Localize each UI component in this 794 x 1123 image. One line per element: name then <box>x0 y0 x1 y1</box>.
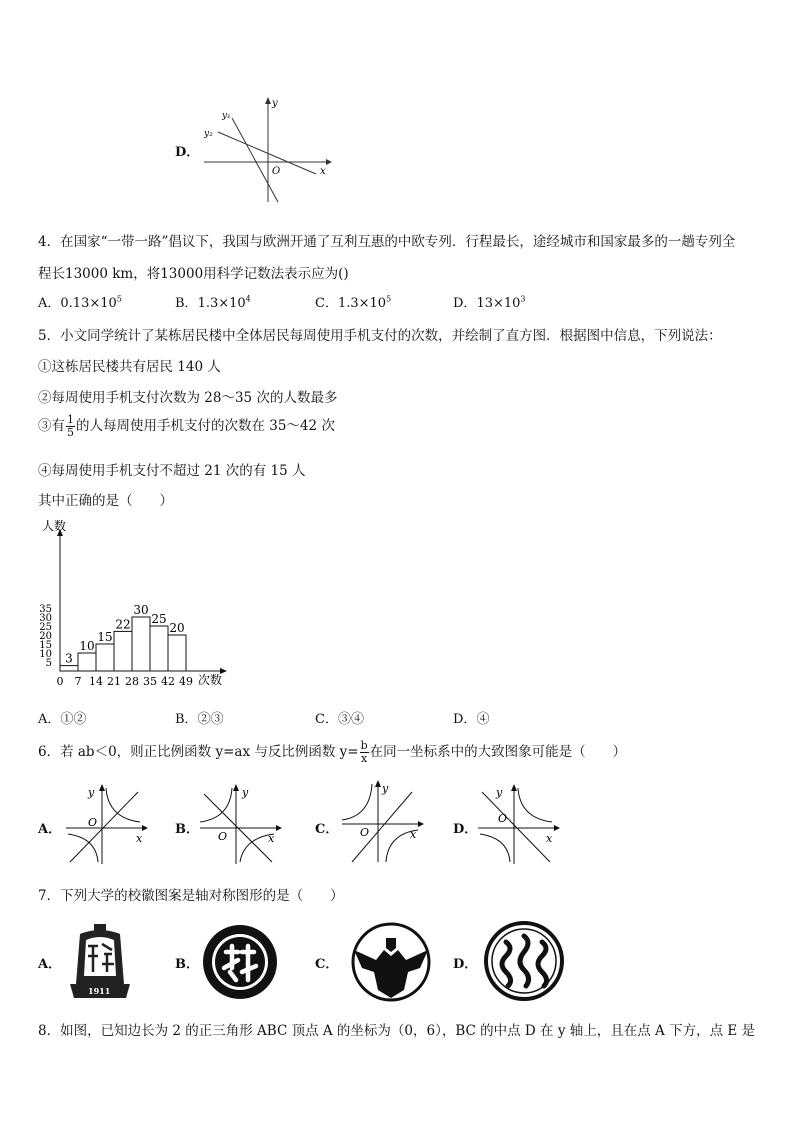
y-tick-label: 5 <box>45 658 52 669</box>
svg-text:O: O <box>360 826 370 839</box>
q3-origin: O <box>272 166 281 177</box>
bar-value-label: 3 <box>65 651 73 666</box>
svg-text:x: x <box>136 832 143 845</box>
q3-option-d-label: D． <box>175 145 200 160</box>
svg-text:y: y <box>496 786 503 799</box>
y-tick-label: 25 <box>39 622 52 633</box>
histogram-chart <box>30 512 240 694</box>
svg-text:y: y <box>242 786 249 799</box>
svg-text:x: x <box>546 832 553 845</box>
x-tick-label: 49 <box>179 675 193 688</box>
q7-text: 7．下列大学的校徽图案是轴对称图形的是（ ） <box>38 888 344 904</box>
y-tick-label: 30 <box>39 613 52 624</box>
bar-value-label: 30 <box>133 603 149 617</box>
fraction-b-over-x: $\frac{b}{x}$ <box>360 739 368 765</box>
chart-ylabel: 人数 <box>42 519 67 533</box>
q5-option-a[interactable]: A．①② <box>38 712 87 727</box>
q5-option-c[interactable]: C．③④ <box>315 712 364 727</box>
fraction-one-fifth: $\frac{1}{5}$ <box>67 413 74 439</box>
svg-text:x: x <box>410 828 417 841</box>
q6-option-d-graph <box>474 782 564 866</box>
svg-text:O: O <box>218 830 228 843</box>
svg-text:y: y <box>88 786 95 799</box>
q5-statement-1: ①这栋居民楼共有居民 140 人 <box>38 359 221 375</box>
q3-option-d-graph <box>198 94 333 204</box>
q8-text: 8．如图，已知边长为 2 的正三角形 ABC 顶点 A 的坐标为（0，6），BC 的中点 D 在 y 轴上，且在点 A 下方，点 E 是 <box>38 1023 756 1039</box>
x-tick-label: 28 <box>125 675 139 688</box>
svg-text:y: y <box>382 782 389 795</box>
q3-axis-x: x <box>320 166 326 177</box>
q6-option-a-graph <box>62 782 152 866</box>
x-tick-label: 21 <box>107 675 121 688</box>
q6-option-d-label[interactable]: D． <box>453 822 478 837</box>
histogram-bar <box>78 653 96 671</box>
q4-option-a[interactable]: A．$0.13\times 10^5$ <box>38 294 122 311</box>
q5-statement-2: ②每周使用手机支付次数为 28～35 次的人数最多 <box>38 390 338 406</box>
q4-option-b[interactable]: B．$1.3\times 10^4$ <box>175 294 251 311</box>
histogram-bar <box>168 635 186 671</box>
q7-option-c-label[interactable]: C． <box>315 957 339 972</box>
histogram-bar <box>150 626 168 671</box>
bar-value-label: 10 <box>79 639 95 653</box>
q7-option-b-label[interactable]: B． <box>175 957 199 972</box>
x-tick-label: 7 <box>74 675 82 688</box>
y-tick-label: 10 <box>39 649 52 660</box>
chart-xlabel: 次数 <box>198 673 223 687</box>
emblem-a-year: 1911 <box>88 986 111 996</box>
q6-option-a-label[interactable]: A． <box>38 822 62 837</box>
q4-text-line2: 程长13000 km，将13000用科学记数法表示应为() <box>38 266 349 282</box>
histogram-bar <box>96 644 114 671</box>
q5-text-line1: 5．小文同学统计了某栋居民楼中全体居民每周使用手机支付的次数，并绘制了直方图．根据图中信息，下列说法： <box>38 328 722 344</box>
q6-option-c-label[interactable]: C． <box>315 822 339 837</box>
svg-text:O: O <box>498 812 508 825</box>
x-tick-label: 35 <box>143 675 157 688</box>
bar-value-label: 25 <box>151 612 167 626</box>
q5-statement-4: ④每周使用手机支付不超过 21 次的有 15 人 <box>38 463 306 479</box>
q7-option-d-label[interactable]: D． <box>453 957 478 972</box>
histogram-bar <box>132 617 150 671</box>
svg-text:O: O <box>88 816 98 829</box>
x-tick-label: 42 <box>161 675 175 688</box>
histogram-bar <box>114 631 132 671</box>
q3-y2-label: y₂ <box>204 129 213 139</box>
q6-option-b-label[interactable]: B． <box>175 822 199 837</box>
q7-emblem-b-peking-icon <box>200 922 280 1002</box>
q7-emblem-d-waves-icon <box>482 920 566 1002</box>
x-tick-label: 14 <box>89 675 103 688</box>
q4-text-line1: 4．在国家“一带一路”倡议下，我国与欧洲开通了互利互惠的中欧专列．行程最长，途经城市和国家最多的一趟专列全 <box>38 234 736 250</box>
q4-option-c[interactable]: C．$1.3\times 10^5$ <box>315 294 392 311</box>
q5-option-b[interactable]: B．②③ <box>175 712 224 727</box>
q7-emblem-a-bell-icon <box>64 920 136 1002</box>
svg-text:x: x <box>268 832 275 845</box>
q4-option-d[interactable]: D．$13\times 10^3$ <box>453 294 526 311</box>
q3-axis-y: y <box>272 98 278 109</box>
q5-ask: 其中正确的是（ ） <box>38 493 173 509</box>
q5-option-d[interactable]: D．④ <box>453 712 490 727</box>
y-tick-label: 20 <box>39 631 52 642</box>
bar-value-label: 22 <box>115 617 131 632</box>
q5-statement-3: ③有 $\frac{1}{5}$ 的人每周使用手机支付的次数在 35～42 次 <box>38 413 335 439</box>
bar-value-label: 20 <box>169 621 185 635</box>
q6-option-b-graph <box>196 782 286 866</box>
q7-option-a-label[interactable]: A． <box>38 957 62 972</box>
histogram-bar <box>60 666 78 671</box>
q6-option-c-graph <box>338 778 428 866</box>
q6-text: 6．若 ab＜0，则正比例函数 y=ax 与反比例函数 y= $\frac{b}{x}$ 在同一坐标系中的大致图象可能是（ ） <box>38 739 627 765</box>
q3-y1-label: y₁ <box>222 111 231 121</box>
bar-value-label: 15 <box>97 630 113 644</box>
q7-emblem-c-eagle-icon <box>346 920 436 1002</box>
y-tick-label: 15 <box>39 640 52 651</box>
y-tick-label: 35 <box>39 604 52 615</box>
x-tick-label: 0 <box>56 675 64 688</box>
